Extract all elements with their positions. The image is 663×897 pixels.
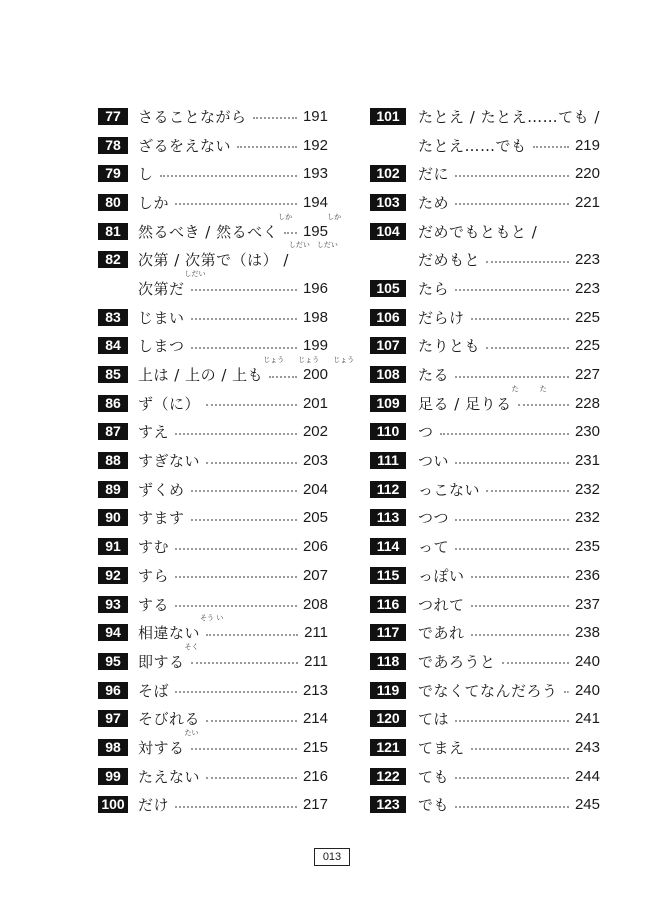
entry-page: 232: [574, 480, 600, 498]
dot-leader: [253, 117, 297, 119]
entry-title-text: ても: [418, 767, 450, 786]
dot-leader: [191, 347, 297, 349]
entry-title: [138, 393, 200, 414]
dot-leader: [455, 519, 569, 521]
dot-leader: [191, 748, 297, 750]
dot-leader: [440, 433, 569, 435]
toc-entry[interactable]: [98, 389, 328, 418]
entry-title: [138, 708, 200, 729]
entry-title-text: そば: [138, 681, 170, 700]
entry-number: 83: [98, 309, 128, 326]
entry-title: [418, 651, 496, 672]
entry-page: 211: [304, 652, 328, 670]
toc-entry[interactable]: [98, 791, 328, 820]
dot-leader: [518, 404, 569, 406]
entry-number: 96: [98, 682, 128, 699]
dot-leader: [191, 662, 298, 664]
toc-entry[interactable]: [98, 241, 338, 302]
dot-leader: [455, 462, 569, 464]
entry-page: 206: [302, 538, 328, 556]
entry-page: 225: [574, 308, 600, 326]
entry-title: [418, 680, 558, 701]
dot-leader: [284, 232, 297, 234]
entry-title: [418, 221, 537, 242]
entry-title: [138, 728, 199, 758]
entry-page: 200: [302, 366, 328, 384]
toc-entry[interactable]: [98, 676, 328, 705]
entry-title: [418, 278, 449, 299]
entry-number: 94: [98, 624, 128, 641]
entry-title: [418, 335, 480, 356]
entry-page: 204: [302, 480, 328, 498]
entry-page: 225: [574, 337, 600, 355]
entry-title: [138, 766, 200, 787]
toc-entry[interactable]: [370, 418, 600, 447]
entry-title: [138, 479, 185, 500]
toc-entry[interactable]: [370, 475, 600, 504]
toc-entry[interactable]: [370, 274, 600, 303]
dot-leader: [455, 175, 569, 177]
dot-leader: [471, 748, 569, 750]
toc-entry[interactable]: [98, 303, 328, 332]
dot-leader: [502, 662, 569, 664]
toc-entry[interactable]: [370, 360, 600, 389]
dot-leader: [175, 806, 297, 808]
entry-title: [418, 766, 449, 787]
entry-page: 223: [574, 251, 600, 269]
entry-page: 221: [574, 193, 600, 211]
entry-number: 103: [370, 194, 406, 211]
entry-title: [418, 384, 547, 414]
entry-title-text: ざるをえない: [138, 136, 232, 155]
entry-title: [418, 135, 527, 156]
entry-page: 194: [302, 193, 328, 211]
entry-title: [418, 594, 465, 615]
left-column: [98, 102, 355, 819]
entry-title-text: すます: [138, 509, 185, 528]
entry-page: 196: [302, 279, 328, 297]
toc-entry[interactable]: [370, 159, 600, 188]
dot-leader: [455, 548, 569, 550]
entry-number: 88: [98, 452, 128, 469]
entry-page: 217: [302, 796, 328, 814]
toc-entry[interactable]: [370, 217, 600, 274]
entry-title: [418, 536, 449, 557]
entry-title-text: っぽい: [418, 566, 465, 585]
entry-title-text: たとえ……でも: [418, 136, 527, 155]
entry-number: 112: [370, 481, 406, 498]
toc-entry[interactable]: [370, 188, 600, 217]
entry-number: 110: [370, 423, 406, 440]
toc-entry[interactable]: [98, 614, 328, 647]
entry-number: 78: [98, 137, 128, 154]
right-column: [370, 102, 600, 819]
entry-page: 198: [302, 308, 328, 326]
toc-entry[interactable]: [98, 642, 328, 676]
entry-title: [138, 450, 200, 471]
entry-number: 116: [370, 596, 406, 613]
dot-leader: [175, 433, 297, 435]
entry-title: [418, 192, 449, 213]
entry-title: [138, 269, 206, 299]
entry-title: [418, 622, 465, 643]
entry-page: 195: [302, 222, 328, 240]
toc-entry[interactable]: [370, 647, 600, 676]
dot-leader: [455, 720, 569, 722]
entry-title-text: しか: [138, 193, 170, 212]
entry-title-text: でなくてなんだろう: [418, 681, 558, 700]
entry-page: 230: [574, 423, 600, 441]
toc-entry[interactable]: [98, 102, 328, 131]
entry-number: 95: [98, 653, 128, 670]
entry-number: 123: [370, 796, 406, 813]
entry-title: [138, 594, 169, 615]
toc-entry[interactable]: [370, 446, 600, 475]
dot-leader: [160, 175, 297, 177]
toc-entry[interactable]: [98, 446, 328, 475]
entry-title-text: って: [418, 538, 450, 557]
entry-number: 93: [98, 596, 128, 613]
entry-title: [138, 507, 185, 528]
toc-entry[interactable]: [98, 728, 328, 762]
entry-number: 115: [370, 567, 406, 584]
entry-title-text: たら: [418, 279, 450, 298]
entry-title-text: 上は / 上の / 上も: [138, 366, 264, 385]
toc-entry[interactable]: [370, 332, 600, 361]
furigana: じょう じょう じょう: [263, 356, 355, 365]
entry-title-text: だめでもともと /: [418, 222, 538, 241]
entry-page: 205: [302, 509, 328, 527]
entry-page: 216: [302, 767, 328, 785]
entry-title: [138, 241, 338, 270]
entry-title: [418, 708, 449, 729]
toc-entry[interactable]: [370, 762, 600, 791]
entry-page: 223: [574, 279, 600, 297]
entry-title-text: だらけ: [418, 308, 465, 327]
entry-title: [138, 192, 169, 213]
entry-page: 238: [574, 624, 600, 642]
dot-leader: [471, 576, 569, 578]
furigana: そく: [184, 642, 199, 651]
entry-page: 214: [302, 710, 328, 728]
entry-number: 114: [370, 538, 406, 555]
entry-number: 122: [370, 768, 406, 785]
dot-leader: [486, 347, 569, 349]
entry-title-text: たりとも: [418, 337, 481, 356]
entry-title-text: 足る / 足りる: [418, 394, 512, 413]
toc-entry[interactable]: [370, 676, 600, 705]
entry-page: 199: [302, 337, 328, 355]
entry-number: 84: [98, 337, 128, 354]
entry-title-text: つ: [418, 423, 434, 442]
entry-number: 81: [98, 223, 128, 240]
entry-number: 77: [98, 108, 128, 125]
entry-title: [418, 479, 480, 500]
dot-leader: [471, 634, 569, 636]
entry-title: [418, 565, 465, 586]
entry-number: 105: [370, 280, 406, 297]
entry-page: 241: [574, 710, 600, 728]
entry-title-text: だに: [418, 165, 450, 184]
entry-number: 121: [370, 739, 406, 756]
entry-title-text: し: [138, 165, 154, 184]
entry-number: 113: [370, 509, 406, 526]
dot-leader: [206, 462, 297, 464]
furigana: しか しか: [278, 212, 342, 221]
dot-leader: [237, 146, 297, 148]
dot-leader: [455, 777, 569, 779]
entry-number: 79: [98, 165, 128, 182]
entry-title-text: すぎない: [138, 452, 201, 471]
dot-leader: [269, 376, 297, 378]
entry-title: [418, 794, 449, 815]
entry-number: 109: [370, 395, 406, 412]
toc-entry[interactable]: [98, 159, 328, 188]
toc-entry[interactable]: [98, 475, 328, 504]
entry-number: 82: [98, 251, 128, 268]
entry-page: 202: [302, 423, 328, 441]
entry-title: [138, 106, 247, 127]
entry-title-text: ては: [418, 710, 450, 729]
entry-title-text: っこない: [418, 480, 481, 499]
dot-leader: [471, 605, 569, 607]
toc-entry[interactable]: [98, 532, 328, 561]
toc-entry[interactable]: [370, 303, 600, 332]
entry-page: 236: [574, 566, 600, 584]
entry-title-text: じまい: [138, 308, 185, 327]
dot-leader: [175, 203, 297, 205]
entry-title-text: つい: [418, 452, 450, 471]
entry-number: 104: [370, 223, 406, 240]
toc-entry[interactable]: [370, 791, 600, 820]
dot-leader: [455, 203, 569, 205]
toc-entry[interactable]: [370, 504, 600, 533]
toc-entry[interactable]: [370, 590, 600, 619]
dot-leader: [455, 376, 569, 378]
entry-title: [418, 307, 465, 328]
dot-leader: [206, 404, 297, 406]
entry-number: 117: [370, 624, 406, 641]
toc-entry[interactable]: [98, 356, 355, 389]
entry-number: 99: [98, 768, 128, 785]
entry-page: 227: [574, 366, 600, 384]
entry-title-text: 然るべき / 然るべく: [138, 222, 279, 241]
entry-page: 191: [302, 107, 328, 125]
dot-leader: [206, 634, 298, 636]
entry-number: 100: [98, 796, 128, 813]
toc-entry[interactable]: [98, 418, 328, 447]
entry-title-text: たえない: [138, 767, 201, 786]
entry-page: 219: [574, 136, 600, 154]
entry-title-text: であろうと: [418, 652, 496, 671]
entry-title-text: する: [138, 595, 170, 614]
entry-number: 89: [98, 481, 128, 498]
entry-page: 211: [304, 624, 328, 642]
entry-title-text: 相違ない: [138, 624, 201, 643]
entry-title: [418, 450, 449, 471]
dot-leader: [486, 261, 569, 263]
entry-title: [138, 642, 199, 672]
entry-title-text: すむ: [138, 538, 170, 557]
toc-entry[interactable]: [370, 532, 600, 561]
entry-page: 203: [302, 452, 328, 470]
entry-title-text: 次第 / 次第で（は） /: [138, 251, 289, 270]
dot-leader: [191, 289, 297, 291]
entry-title-text: 次第だ: [138, 279, 185, 298]
dot-leader: [175, 576, 297, 578]
entry-title: [418, 249, 480, 270]
entry-number: 97: [98, 710, 128, 727]
dot-leader: [175, 605, 297, 607]
entry-number: 87: [98, 423, 128, 440]
entry-title: [138, 536, 169, 557]
entry-title-text: 対する: [138, 738, 185, 757]
entry-title: [418, 421, 434, 442]
entry-title-text: でも: [418, 796, 450, 815]
dot-leader: [533, 146, 569, 148]
entry-number: 80: [98, 194, 128, 211]
furigana: しだい しだい: [288, 241, 338, 250]
entry-page: 215: [302, 738, 328, 756]
entry-title: [418, 507, 449, 528]
furigana: しだい: [184, 269, 206, 278]
entry-page: 208: [302, 595, 328, 613]
dot-leader: [486, 490, 569, 492]
entry-title-text: さることながら: [138, 107, 247, 126]
entry-title-text: すえ: [138, 423, 170, 442]
entry-page: 213: [302, 681, 328, 699]
dot-leader: [191, 519, 297, 521]
toc-entry[interactable]: [370, 618, 600, 647]
entry-page: 245: [574, 796, 600, 814]
toc-entry[interactable]: [98, 762, 328, 791]
entry-title-text: ずくめ: [138, 480, 185, 499]
entry-title: [418, 163, 449, 184]
entry-title-text: ず（に）: [138, 394, 201, 413]
dot-leader: [175, 548, 297, 550]
entry-page: 232: [574, 509, 600, 527]
entry-page: 201: [302, 394, 328, 412]
entry-number: 119: [370, 682, 406, 699]
entry-title-text: しまつ: [138, 337, 185, 356]
entry-number: 111: [370, 452, 406, 469]
entry-page: 240: [574, 681, 600, 699]
entry-title: [418, 106, 600, 127]
dot-leader: [191, 318, 297, 320]
entry-page: 243: [574, 738, 600, 756]
dot-leader: [564, 691, 569, 693]
entry-title-text: 即する: [138, 652, 185, 671]
dot-leader: [471, 318, 569, 320]
dot-leader: [206, 720, 297, 722]
entry-title: [138, 794, 169, 815]
entry-title-text: たる: [418, 366, 450, 385]
entry-title: [138, 565, 169, 586]
entry-page: 192: [302, 136, 328, 154]
entry-title: [138, 135, 231, 156]
entry-page: 244: [574, 767, 600, 785]
entry-number: 101: [370, 108, 406, 125]
toc-entry[interactable]: [370, 704, 600, 733]
entry-title-text: ため: [418, 193, 450, 212]
entry-title: [138, 421, 169, 442]
toc-entry[interactable]: [370, 561, 600, 590]
entry-page: 231: [574, 452, 600, 470]
entry-title-text: てまえ: [418, 738, 465, 757]
entry-number: 85: [98, 366, 128, 383]
entry-title-text: たとえ / たとえ……ても /: [418, 107, 600, 126]
dot-leader: [175, 691, 297, 693]
entry-title-text: すら: [138, 566, 170, 585]
entry-title: [138, 335, 185, 356]
entry-page: 207: [302, 566, 328, 584]
entry-number: 98: [98, 739, 128, 756]
toc-entry[interactable]: [370, 733, 600, 762]
toc-entry[interactable]: [98, 561, 328, 590]
entry-title: [138, 163, 154, 184]
entry-number: 107: [370, 337, 406, 354]
entry-number: 90: [98, 509, 128, 526]
entry-number: 91: [98, 538, 128, 555]
entry-page: 193: [302, 165, 328, 183]
entry-title: [418, 364, 449, 385]
furigana: たい: [184, 728, 199, 737]
entry-page: 237: [574, 595, 600, 613]
entry-number: 92: [98, 567, 128, 584]
page-number: 013: [314, 848, 350, 866]
entry-title-text: であれ: [418, 624, 465, 643]
entry-number: 106: [370, 309, 406, 326]
entry-title: [138, 614, 224, 643]
dot-leader: [191, 490, 297, 492]
toc-entry[interactable]: [370, 102, 600, 159]
entry-title-text: そびれる: [138, 710, 201, 729]
entry-title: [138, 307, 185, 328]
toc-entry[interactable]: [98, 131, 328, 160]
entry-title-text: だめもと: [418, 251, 481, 270]
entry-number: 108: [370, 366, 406, 383]
furigana: た た: [511, 384, 547, 393]
dot-leader: [455, 806, 569, 808]
toc-entry[interactable]: [370, 384, 600, 418]
entry-number: 118: [370, 653, 406, 670]
furigana: そう い: [200, 614, 224, 623]
entry-number: 102: [370, 165, 406, 182]
dot-leader: [206, 777, 297, 779]
entry-page: 240: [574, 652, 600, 670]
entry-title-text: だけ: [138, 796, 170, 815]
entry-number: 120: [370, 710, 406, 727]
toc-entry[interactable]: [98, 504, 328, 533]
entry-title-text: つつ: [418, 509, 450, 528]
entry-page: 220: [574, 165, 600, 183]
entry-title-text: つれて: [418, 595, 465, 614]
entry-page: 228: [574, 394, 600, 412]
toc-entry[interactable]: [98, 704, 328, 733]
entry-number: 86: [98, 395, 128, 412]
entry-page: 235: [574, 538, 600, 556]
entry-title: [418, 737, 465, 758]
dot-leader: [455, 289, 569, 291]
entry-title: [138, 680, 169, 701]
